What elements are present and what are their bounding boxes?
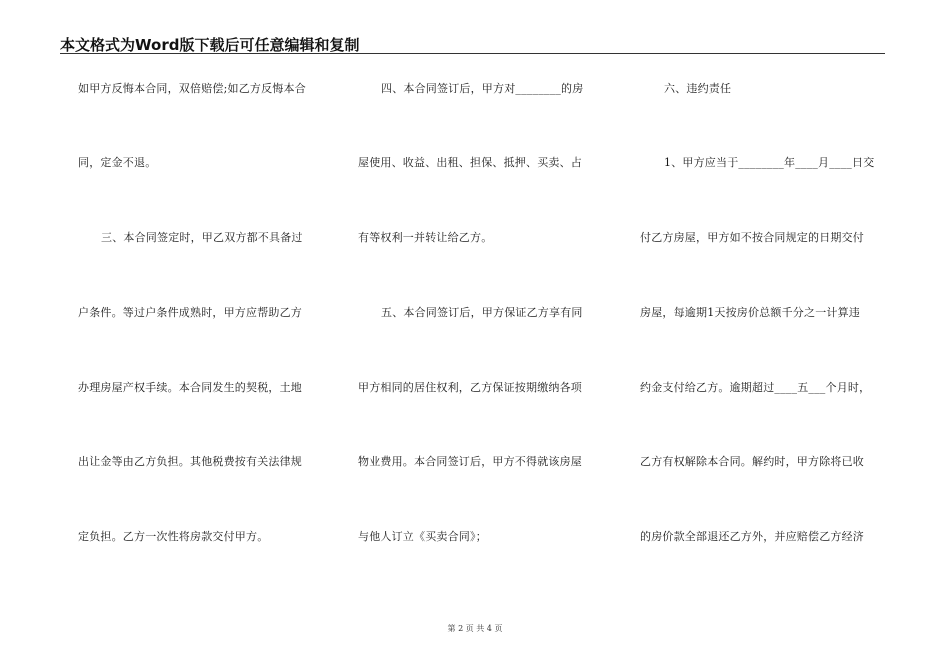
page-header-title: 本文格式为Word版下载后可任意编辑和复制	[60, 36, 360, 54]
text-line: 付乙方房屋，甲方如不按合同规定的日期交付	[640, 231, 864, 244]
text-line: 1、甲方应当于________年____月____日交	[664, 156, 875, 169]
text-line: 三、本合同签定时，甲乙双方都不具备过	[101, 231, 303, 244]
text-line: 同，定金不退。	[78, 156, 157, 169]
text-line: 的房价款全部退还乙方外，并应赔偿乙方经济	[640, 530, 864, 543]
text-line: 六、违约责任	[664, 82, 732, 95]
text-line: 四、本合同签订后，甲方对________的房	[381, 82, 584, 95]
text-line: 物业费用。本合同签订后，甲方不得就该房屋	[358, 455, 582, 468]
text-line: 有等权利一并转让给乙方。	[358, 231, 493, 244]
text-line: 甲方相同的居住权利，乙方保证按期缴纳各项	[358, 381, 582, 394]
page-footer: 第 2 页 共 4 页	[447, 624, 503, 633]
header-rule	[60, 53, 885, 54]
text-line: 如甲方反悔本合同，双倍赔偿;如乙方反悔本合	[78, 82, 306, 95]
text-line: 与他人订立《买卖合同》；	[358, 530, 487, 543]
text-line: 房屋，每逾期1天按房价总额千分之一计算违	[640, 306, 860, 319]
text-line: 办理房屋产权手续。本合同发生的契税，土地	[78, 381, 302, 394]
text-line: 乙方有权解除本合同。解约时，甲方除将已收	[640, 455, 864, 468]
text-line: 约金支付给乙方。逾期超过____五___个月时，	[640, 381, 871, 394]
text-line: 出让金等由乙方负担。其他税费按有关法律规	[78, 455, 302, 468]
text-line: 五、本合同签订后，甲方保证乙方享有同	[381, 306, 583, 319]
text-line: 屋使用、收益、出租、担保、抵押、买卖、占	[358, 156, 582, 169]
text-line: 户条件。等过户条件成熟时，甲方应帮助乙方	[78, 306, 302, 319]
text-line: 定负担。乙方一次性将房款交付甲方。	[78, 530, 269, 543]
